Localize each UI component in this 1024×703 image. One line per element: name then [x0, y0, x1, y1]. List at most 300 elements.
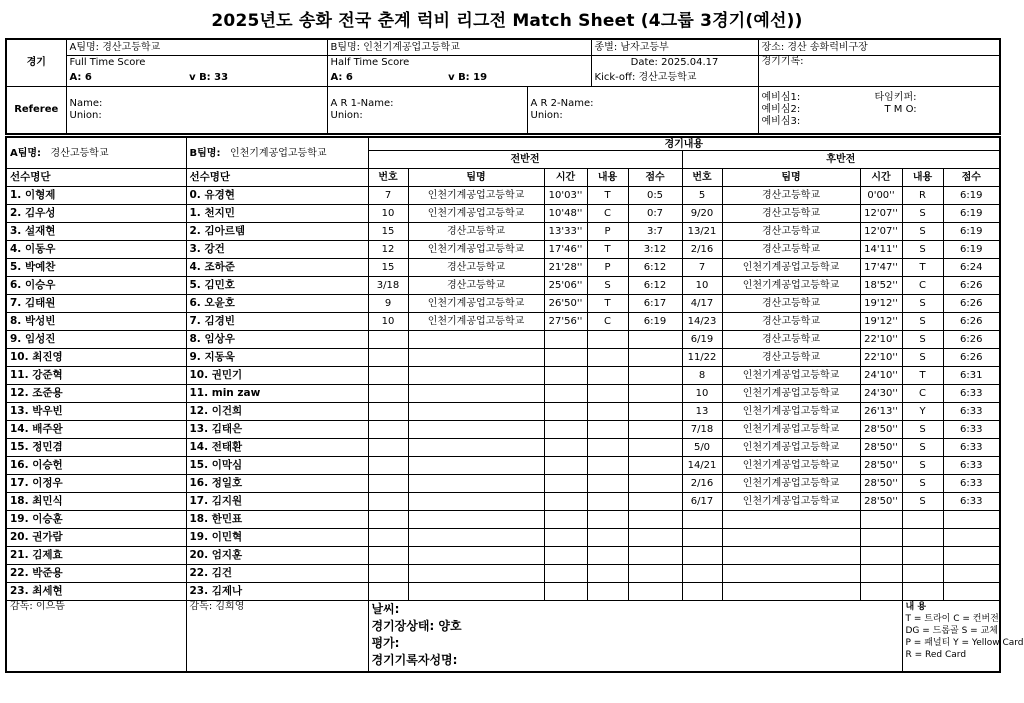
second-half-no: 6/17 [682, 493, 722, 511]
table-row [6, 529, 1000, 547]
second-half-time: 24'10'' [860, 367, 902, 385]
ar2-name: A R 2-Name: [530, 97, 594, 109]
second-half-team: 인천기계공업고등학교 [722, 421, 860, 439]
second-half-score: 6:19 [943, 187, 1000, 205]
second-half-time [860, 583, 902, 601]
ar1-cell [327, 86, 527, 134]
player-a: 20. 권가람 [6, 529, 186, 547]
second-half-no [682, 547, 722, 565]
game-record: 경기기록: [758, 56, 1000, 87]
second-half-score: 6:26 [943, 331, 1000, 349]
second-half-team: 경산고등학교 [722, 187, 860, 205]
first-half-time: 26'50'' [544, 295, 587, 313]
recorder-name: 경기기록자성명: [371, 653, 458, 667]
first-half-time: 27'56'' [544, 313, 587, 331]
second-half-header: 후반전 [682, 151, 1000, 169]
a-team-name: 경산고등학교 [50, 147, 109, 159]
second-half-team: 인천기계공업고등학교 [722, 493, 860, 511]
player-a: 13. 박우빈 [6, 403, 186, 421]
player-a: 23. 최세현 [6, 583, 186, 601]
first-half-score [628, 403, 682, 421]
game-content-header: 경기내용 [368, 137, 1000, 151]
full-time-score [66, 70, 327, 87]
first-half-time [544, 403, 587, 421]
second-half-team [722, 583, 860, 601]
reserve-cell [758, 86, 1000, 134]
first-half-team [408, 475, 544, 493]
first-half-time [544, 349, 587, 367]
table-row [6, 493, 1000, 511]
second-half-no: 7 [682, 259, 722, 277]
second-half-score [943, 547, 1000, 565]
first-half-no [368, 583, 408, 601]
second-half-time: 17'47'' [860, 259, 902, 277]
tmo: T M O: [884, 103, 917, 115]
first-half-no [368, 457, 408, 475]
player-b: 13. 김태은 [186, 421, 368, 439]
first-half-score [628, 349, 682, 367]
first-half-type: T [587, 295, 628, 313]
weather: 날씨: [371, 602, 400, 616]
table-row [6, 367, 1000, 385]
second-half-no: 5 [682, 187, 722, 205]
second-half-no [682, 583, 722, 601]
second-half-score: 6:26 [943, 313, 1000, 331]
second-half-team [722, 547, 860, 565]
first-half-time: 10'48'' [544, 205, 587, 223]
first-half-score: 0:7 [628, 205, 682, 223]
category: 종별: 남자고등부 [591, 39, 758, 56]
table-row [6, 457, 1000, 475]
second-half-team: 경산고등학교 [722, 241, 860, 259]
table-row [6, 331, 1000, 349]
first-half-score [628, 529, 682, 547]
first-half-team: 인천기계공업고등학교 [408, 295, 544, 313]
timekeeper: 타임키퍼: [874, 91, 917, 103]
players-header-a: 선수명단 [6, 169, 186, 187]
first-half-type [587, 403, 628, 421]
second-half-team: 경산고등학교 [722, 223, 860, 241]
player-a: 2. 김우성 [6, 205, 186, 223]
player-a: 21. 김제효 [6, 547, 186, 565]
first-half-score [628, 565, 682, 583]
match-info-table [5, 38, 1001, 135]
first-half-score: 3:12 [628, 241, 682, 259]
table-row [6, 277, 1000, 295]
second-half-score: 6:26 [943, 295, 1000, 313]
b-team-label: B팀명: [189, 147, 221, 159]
first-half-score [628, 457, 682, 475]
first-half-score [628, 331, 682, 349]
second-half-team: 인천기계공업고등학교 [722, 475, 860, 493]
first-half-team [408, 529, 544, 547]
first-half-score: 6:12 [628, 259, 682, 277]
player-b: 11. min zaw [186, 385, 368, 403]
second-half-score: 6:33 [943, 475, 1000, 493]
first-half-score [628, 439, 682, 457]
second-half-time: 28'50'' [860, 457, 902, 475]
first-half-team [408, 421, 544, 439]
match-notes [368, 601, 902, 673]
first-half-time: 17'46'' [544, 241, 587, 259]
second-half-score [943, 511, 1000, 529]
first-half-type: S [587, 277, 628, 295]
col-team-2: 팀명 [722, 169, 860, 187]
first-half-no [368, 547, 408, 565]
second-half-score: 6:19 [943, 241, 1000, 259]
second-half-time [860, 547, 902, 565]
b-team-name: 인천기계공업고등학교 [229, 147, 327, 159]
first-half-no: 15 [368, 259, 408, 277]
second-half-no: 14/23 [682, 313, 722, 331]
second-half-time: 0'00'' [860, 187, 902, 205]
table-row [6, 583, 1000, 601]
first-half-header: 전반전 [368, 151, 682, 169]
second-half-team [722, 565, 860, 583]
first-half-time [544, 583, 587, 601]
second-half-team [722, 529, 860, 547]
full-score-a: A: 6 [69, 71, 92, 83]
second-half-team: 인천기계공업고등학교 [722, 403, 860, 421]
second-half-type: S [902, 457, 943, 475]
player-b: 12. 이건희 [186, 403, 368, 421]
table-row [6, 421, 1000, 439]
first-half-time: 21'28'' [544, 259, 587, 277]
second-half-time: 19'12'' [860, 295, 902, 313]
first-half-score: 0:5 [628, 187, 682, 205]
first-half-type [587, 367, 628, 385]
player-b: 3. 강건 [186, 241, 368, 259]
first-half-type: P [587, 259, 628, 277]
second-half-type: S [902, 349, 943, 367]
player-b: 8. 임상우 [186, 331, 368, 349]
second-half-score: 6:33 [943, 457, 1000, 475]
full-score-b: v B: 33 [189, 71, 229, 83]
first-half-time [544, 457, 587, 475]
second-half-type [902, 529, 943, 547]
second-half-time [860, 529, 902, 547]
first-half-type: C [587, 313, 628, 331]
ar2-cell [527, 86, 758, 134]
first-half-team: 인천기계공업고등학교 [408, 241, 544, 259]
second-half-score: 6:26 [943, 349, 1000, 367]
second-half-team: 인천기계공업고등학교 [722, 457, 860, 475]
first-half-team: 경산고등학교 [408, 223, 544, 241]
kickoff: Kick-off: 경산고등학교 [591, 70, 758, 87]
full-time-label: Full Time Score [66, 56, 327, 70]
second-half-team: 경산고등학교 [722, 295, 860, 313]
col-type-1: 내용 [587, 169, 628, 187]
first-half-score [628, 421, 682, 439]
first-half-time [544, 529, 587, 547]
second-half-time: 26'13'' [860, 403, 902, 421]
first-half-type: C [587, 205, 628, 223]
venue: 장소: 경산 송화럭비구장 [758, 39, 1000, 56]
second-half-time: 22'10'' [860, 349, 902, 367]
player-a: 6. 이승우 [6, 277, 186, 295]
a-team-header [6, 137, 186, 169]
first-half-time [544, 511, 587, 529]
first-half-time: 25'06'' [544, 277, 587, 295]
first-half-time: 13'33'' [544, 223, 587, 241]
referee-cell [66, 86, 327, 134]
first-half-team [408, 439, 544, 457]
coach-a: 감독: 이으뜸 [6, 601, 186, 673]
second-half-time: 19'12'' [860, 313, 902, 331]
second-half-team: 인천기계공업고등학교 [722, 439, 860, 457]
first-half-no [368, 493, 408, 511]
player-a: 4. 이동우 [6, 241, 186, 259]
player-b: 5. 김민호 [186, 277, 368, 295]
first-half-no: 10 [368, 205, 408, 223]
first-half-team [408, 583, 544, 601]
second-half-time: 22'10'' [860, 331, 902, 349]
player-a: 22. 박준용 [6, 565, 186, 583]
first-half-score [628, 385, 682, 403]
first-half-score [628, 583, 682, 601]
first-half-score: 6:17 [628, 295, 682, 313]
table-row [6, 385, 1000, 403]
first-half-score [628, 547, 682, 565]
first-half-type [587, 547, 628, 565]
team-b-name: B팀명: 인천기계공업고등학교 [327, 39, 591, 56]
second-half-team: 경산고등학교 [722, 313, 860, 331]
table-row [6, 565, 1000, 583]
first-half-type [587, 583, 628, 601]
second-half-score: 6:31 [943, 367, 1000, 385]
player-b: 4. 조하준 [186, 259, 368, 277]
first-half-team: 경산고등학교 [408, 259, 544, 277]
a-team-label: A팀명: [10, 147, 42, 159]
table-row [6, 313, 1000, 331]
second-half-team [722, 511, 860, 529]
player-b: 19. 이민혁 [186, 529, 368, 547]
first-half-type [587, 421, 628, 439]
first-half-time [544, 385, 587, 403]
first-half-team [408, 457, 544, 475]
first-half-type [587, 439, 628, 457]
ar1-union: Union: [330, 109, 363, 121]
second-half-time: 24'30'' [860, 385, 902, 403]
second-half-score: 6:24 [943, 259, 1000, 277]
player-b: 15. 이막심 [186, 457, 368, 475]
player-a: 5. 박예찬 [6, 259, 186, 277]
second-half-score: 6:26 [943, 277, 1000, 295]
first-half-time [544, 565, 587, 583]
first-half-score [628, 511, 682, 529]
game-label: 경기 [6, 39, 66, 86]
col-score-1: 점수 [628, 169, 682, 187]
evaluation: 평가: [371, 636, 400, 650]
table-row [6, 475, 1000, 493]
first-half-team [408, 349, 544, 367]
second-half-time: 12'07'' [860, 223, 902, 241]
second-half-no: 2/16 [682, 241, 722, 259]
second-half-type [902, 583, 943, 601]
first-half-team [408, 565, 544, 583]
table-row [6, 403, 1000, 421]
ar1-name: A R 1-Name: [330, 97, 394, 109]
second-half-no: 7/18 [682, 421, 722, 439]
half-score-a: A: 6 [330, 71, 353, 83]
first-half-type [587, 349, 628, 367]
first-half-type: P [587, 223, 628, 241]
referee-name: Name: [69, 97, 103, 109]
second-half-score [943, 529, 1000, 547]
second-half-team: 인천기계공업고등학교 [722, 259, 860, 277]
second-half-score: 6:33 [943, 439, 1000, 457]
first-half-type [587, 457, 628, 475]
first-half-time [544, 421, 587, 439]
first-half-no: 15 [368, 223, 408, 241]
team-a-name: A팀명: 경산고등학교 [66, 39, 327, 56]
first-half-time [544, 547, 587, 565]
second-half-no [682, 529, 722, 547]
field-condition: 경기장상태: 양호 [371, 619, 462, 633]
first-half-type [587, 475, 628, 493]
second-half-no: 10 [682, 385, 722, 403]
half-time-score [327, 70, 591, 87]
second-half-type: S [902, 493, 943, 511]
player-a: 19. 이승훈 [6, 511, 186, 529]
first-half-time [544, 367, 587, 385]
first-half-team: 경산고등학교 [408, 277, 544, 295]
first-half-no: 9 [368, 295, 408, 313]
first-half-type [587, 565, 628, 583]
player-b: 22. 김건 [186, 565, 368, 583]
first-half-team [408, 511, 544, 529]
table-row [6, 511, 1000, 529]
first-half-no: 3/18 [368, 277, 408, 295]
reserve-3: 예비심3: [761, 115, 801, 127]
second-half-type: T [902, 367, 943, 385]
first-half-score [628, 367, 682, 385]
col-time-1: 시간 [544, 169, 587, 187]
player-a: 10. 최진영 [6, 349, 186, 367]
player-b: 9. 지동욱 [186, 349, 368, 367]
player-a: 11. 강준혁 [6, 367, 186, 385]
first-half-type [587, 385, 628, 403]
legend-line-3: P = 패널티 Y = Yellow Card [905, 638, 1024, 648]
first-half-team: 인천기계공업고등학교 [408, 313, 544, 331]
first-half-time [544, 493, 587, 511]
first-half-team [408, 331, 544, 349]
table-row [6, 349, 1000, 367]
first-half-no [368, 565, 408, 583]
first-half-score: 6:19 [628, 313, 682, 331]
first-half-no [368, 367, 408, 385]
first-half-no: 12 [368, 241, 408, 259]
player-a: 15. 정민겸 [6, 439, 186, 457]
first-half-no [368, 529, 408, 547]
player-b: 2. 김아르템 [186, 223, 368, 241]
first-half-type [587, 493, 628, 511]
second-half-score: 6:33 [943, 493, 1000, 511]
legend [902, 601, 1024, 673]
first-half-score: 6:12 [628, 277, 682, 295]
table-row [6, 259, 1000, 277]
second-half-type: S [902, 421, 943, 439]
second-half-time: 14'11'' [860, 241, 902, 259]
second-half-team: 경산고등학교 [722, 205, 860, 223]
player-b: 14. 전태환 [186, 439, 368, 457]
player-a: 8. 박성빈 [6, 313, 186, 331]
b-team-header [186, 137, 368, 169]
page-title: 2025년도 송화 전국 춘계 럭비 리그전 Match Sheet (4그룹 3경기(예선)) [211, 11, 803, 31]
second-half-team: 인천기계공업고등학교 [722, 367, 860, 385]
player-b: 20. 엄지훈 [186, 547, 368, 565]
second-half-type: T [902, 259, 943, 277]
second-half-type: C [902, 385, 943, 403]
coach-b: 감독: 김희영 [186, 601, 368, 673]
reserve-2: 예비심2: [761, 103, 801, 115]
first-half-type: T [587, 241, 628, 259]
first-half-score: 3:7 [628, 223, 682, 241]
first-half-no: 10 [368, 313, 408, 331]
second-half-type: S [902, 439, 943, 457]
table-row [6, 241, 1000, 259]
second-half-type: S [902, 205, 943, 223]
second-half-score: 6:33 [943, 385, 1000, 403]
player-a: 3. 설재현 [6, 223, 186, 241]
second-half-team: 인천기계공업고등학교 [722, 277, 860, 295]
table-row [6, 205, 1000, 223]
second-half-time: 12'07'' [860, 205, 902, 223]
first-half-team [408, 403, 544, 421]
match-detail-table [5, 136, 1024, 673]
first-half-type [587, 529, 628, 547]
player-b: 7. 김경빈 [186, 313, 368, 331]
second-half-type [902, 565, 943, 583]
col-no-1: 번호 [368, 169, 408, 187]
ar2-union: Union: [530, 109, 563, 121]
second-half-type: S [902, 295, 943, 313]
table-row [6, 547, 1000, 565]
second-half-time [860, 511, 902, 529]
second-half-no: 9/20 [682, 205, 722, 223]
first-half-no [368, 349, 408, 367]
second-half-no: 11/22 [682, 349, 722, 367]
second-half-type: S [902, 331, 943, 349]
player-a: 14. 배주완 [6, 421, 186, 439]
second-half-time: 28'50'' [860, 439, 902, 457]
col-team-1: 팀명 [408, 169, 544, 187]
player-b: 6. 오윤호 [186, 295, 368, 313]
second-half-no [682, 565, 722, 583]
second-half-type [902, 547, 943, 565]
player-b: 18. 한민표 [186, 511, 368, 529]
second-half-time: 28'50'' [860, 421, 902, 439]
first-half-no [368, 385, 408, 403]
second-half-no: 2/16 [682, 475, 722, 493]
player-a: 12. 조준용 [6, 385, 186, 403]
col-time-2: 시간 [860, 169, 902, 187]
second-half-no: 4/17 [682, 295, 722, 313]
table-row [6, 223, 1000, 241]
second-half-time: 28'50'' [860, 475, 902, 493]
second-half-score: 6:19 [943, 205, 1000, 223]
player-b: 17. 김지원 [186, 493, 368, 511]
player-b: 23. 김제나 [186, 583, 368, 601]
second-half-no: 6/19 [682, 331, 722, 349]
second-half-no: 13/21 [682, 223, 722, 241]
second-half-score: 6:33 [943, 421, 1000, 439]
first-half-team [408, 547, 544, 565]
second-half-team: 인천기계공업고등학교 [722, 385, 860, 403]
first-half-no [368, 421, 408, 439]
reserve-1: 예비심1: [761, 91, 801, 103]
second-half-no: 10 [682, 277, 722, 295]
